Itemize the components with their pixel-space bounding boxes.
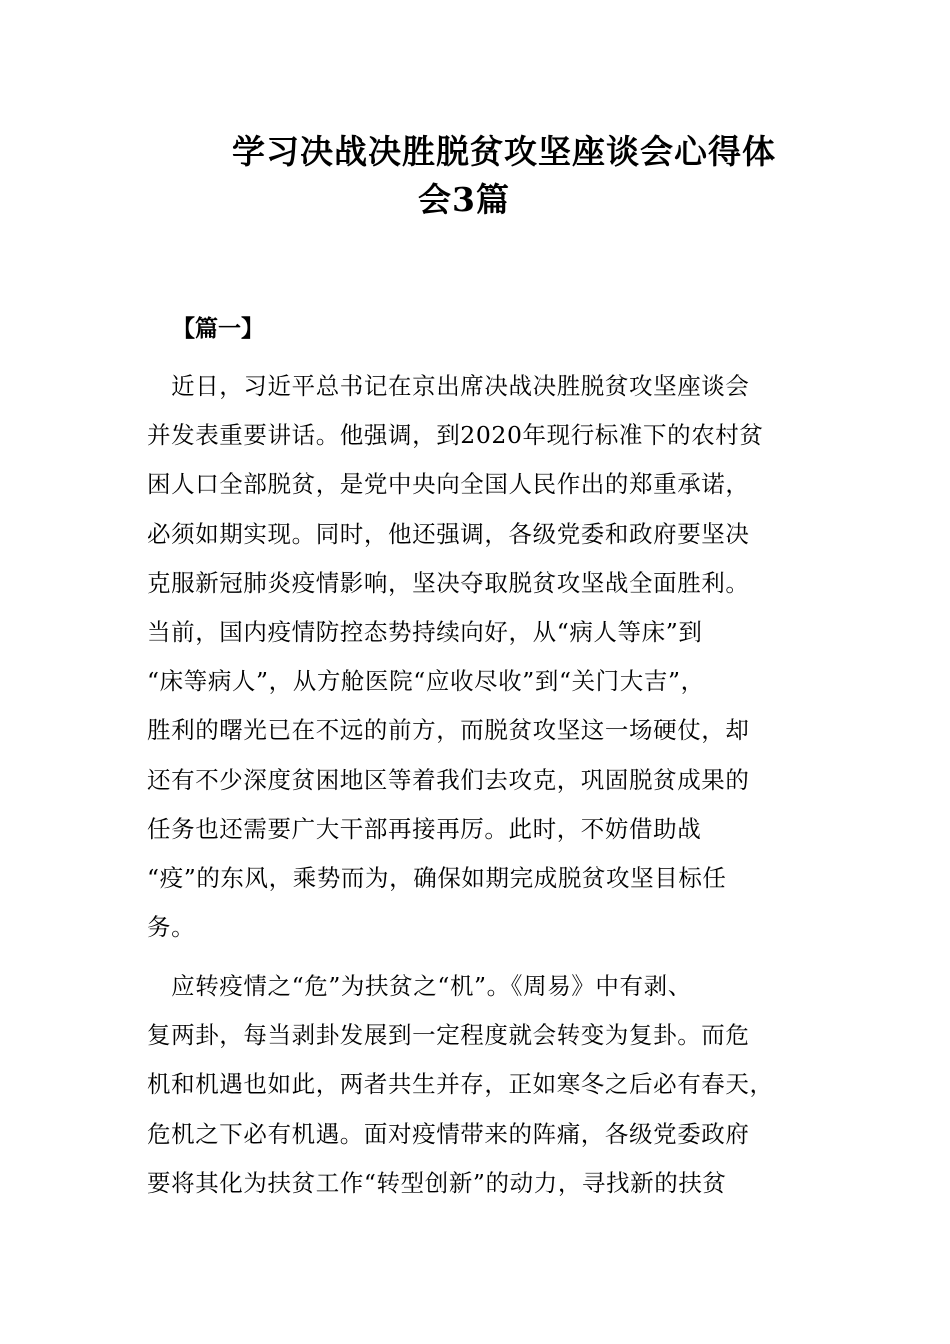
paragraph-line: 要将其化为扶贫工作“转型创新”的动力，寻找新的扶贫 <box>147 1168 727 1197</box>
paragraph-line: 复两卦，每当剥卦发展到一定程度就会转变为复卦。而危 <box>147 1021 750 1050</box>
paragraph-line: 务。 <box>147 913 196 942</box>
paragraph-line: 危机之下必有机遇。面对疫情带来的阵痛，各级党委政府 <box>147 1119 750 1148</box>
paragraph-line: 机和机遇也如此，两者共生并存，正如寒冬之后必有春天， <box>147 1070 774 1099</box>
paragraph-line: “疫”的东风，乘势而为，确保如期完成脱贫攻坚目标任 <box>147 863 727 892</box>
paragraph-line: 胜利的曙光已在不远的前方，而脱贫攻坚这一场硬仗，却 <box>147 716 750 745</box>
paragraph-line: 任务也还需要广大干部再接再厉。此时，不妨借助战 <box>147 814 702 843</box>
paragraph-line: 必须如期实现。同时，他还强调，各级党委和政府要坚决 <box>147 519 750 548</box>
paragraph-line: 应转疫情之“危”为扶贫之“机”。《周易》中有剥、 <box>147 972 692 1000</box>
paragraph-1 <box>147 362 807 952</box>
paragraph-line: “床等病人”，从方舱医院“应收尽收”到“关门大吉”， <box>147 667 705 696</box>
paragraph-line: 还有不少深度贫困地区等着我们去攻克，巩固脱贫成果的 <box>147 765 750 794</box>
paragraph-line: 并发表重要讲话。他强调，到2020年现行标准下的农村贫 <box>147 421 764 450</box>
paragraph-2 <box>147 962 807 1208</box>
section-heading: 【篇一】 <box>172 315 264 342</box>
paragraph-line: 近日，习近平总书记在京出席决战决胜脱贫攻坚座谈会 <box>147 372 750 400</box>
paragraph-line: 困人口全部脱贫，是党中央向全国人民作出的郑重承诺， <box>147 470 750 499</box>
title-line-1: 学习决战决胜脱贫攻坚座谈会心得体 <box>232 132 776 171</box>
paragraph-line: 克服新冠肺炎疫情影响，坚决夺取脱贫攻坚战全面胜利。 <box>147 568 750 597</box>
paragraph-line: 当前，国内疫情防控态势持续向好，从“病人等床”到 <box>147 617 703 646</box>
title-line-2: 会3篇 <box>418 180 510 219</box>
document-title <box>150 128 810 224</box>
